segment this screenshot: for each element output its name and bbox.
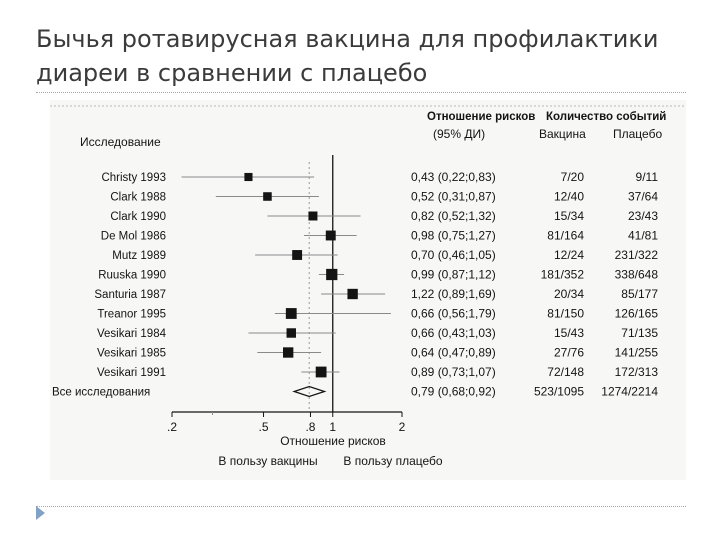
study-row-4-point: [326, 231, 336, 241]
study-row-2-placebo-events: 37/64: [627, 189, 658, 204]
overall-label: Все исследования: [52, 386, 151, 399]
study-row-7-placebo-events: 85/177: [621, 287, 658, 301]
study-row-5-point: [292, 250, 302, 260]
study-row-11-point: [316, 367, 327, 378]
header-ratio: Отношение рисков: [427, 111, 536, 123]
study-row-11-label: Vesikari 1991: [96, 367, 166, 379]
x-tick-label-1: .2: [166, 420, 178, 434]
study-row-5-rr-text: 0,70 (0,46;1,05): [411, 248, 496, 262]
study-row-4-rr-text: 0,98 (0,75;1,27): [411, 228, 496, 243]
study-row-11-placebo-events: 172/313: [614, 365, 658, 379]
x-tick-label-5: 2: [398, 420, 406, 434]
study-row-9-vaccine-events: 15/43: [553, 326, 584, 340]
forest-plot-figure: [50, 100, 686, 480]
study-row-6-placebo-events: 338/648: [614, 267, 658, 282]
header-events: Количество событий: [546, 111, 667, 123]
study-row-8-point: [286, 308, 297, 319]
study-row-7-label: Santuria 1987: [94, 289, 166, 301]
title-divider: [36, 92, 686, 93]
study-row-5-vaccine-events: 12/24: [553, 248, 584, 262]
overall-vaccine-events: 523/1095: [533, 384, 584, 399]
study-row-9-point: [287, 328, 296, 337]
study-row-2-vaccine-events: 12/40: [553, 189, 584, 204]
study-row-10-rr-text: 0,64 (0,47;0,89): [411, 345, 496, 360]
x-axis-title: Отношение рисков: [280, 434, 386, 448]
study-row-3-point: [308, 212, 317, 221]
header-vaccine: Вакцина: [539, 127, 586, 141]
study-row-3-rr-text: 0,82 (0,52;1,32): [411, 209, 496, 223]
study-row-1-placebo-events: 9/11: [635, 170, 658, 184]
overall-placebo-events: 1274/2214: [601, 384, 658, 399]
study-row-10-vaccine-events: 27/76: [553, 345, 584, 360]
study-row-7-point: [347, 289, 357, 299]
x-tick-label-3: .8: [305, 420, 316, 434]
study-row-3-label: Clark 1990: [110, 211, 166, 223]
study-row-8-placebo-events: 126/165: [614, 306, 658, 321]
slide-title: Бычья ротавирусная вакцина для профилактики диареи в сравнении с плацебо: [36, 25, 659, 87]
study-row-4-placebo-events: 41/81: [627, 228, 658, 243]
study-row-3-vaccine-events: 15/34: [553, 209, 584, 223]
study-row-6-point: [326, 269, 337, 280]
study-row-2-rr-text: 0,52 (0,31;0,87): [411, 189, 496, 204]
study-row-8-label: Treanor 1995: [97, 308, 166, 321]
favors-vaccine-label: В пользу вакцины: [218, 454, 318, 468]
bullet-arrow-icon: [36, 506, 45, 520]
study-row-10-placebo-events: 141/255: [614, 345, 658, 360]
study-row-6-label: Ruuska 1990: [98, 269, 166, 282]
study-row-1-rr-text: 0,43 (0,22;0,83): [411, 170, 496, 184]
study-row-4-vaccine-events: 81/164: [547, 228, 584, 243]
study-row-7-vaccine-events: 20/34: [553, 287, 584, 301]
study-row-6-rr-text: 0,99 (0,87;1,12): [411, 267, 496, 282]
study-row-6-vaccine-events: 181/352: [540, 267, 584, 282]
header-ci: (95% ДИ): [433, 127, 486, 141]
favors-placebo-label: В пользу плацебо: [343, 454, 443, 468]
study-row-8-vaccine-events: 81/150: [547, 306, 584, 321]
study-row-1-vaccine-events: 7/20: [560, 170, 584, 184]
study-row-1-point: [244, 173, 252, 181]
study-row-1-label: Christy 1993: [101, 172, 166, 184]
study-row-7-rr-text: 1,22 (0,89;1,69): [411, 287, 496, 301]
study-row-5-placebo-events: 231/322: [614, 248, 658, 262]
study-row-10-point: [283, 347, 293, 357]
footer-divider: [36, 506, 686, 507]
header-placebo: Плацебо: [613, 127, 663, 141]
study-row-9-label: Vesikari 1984: [96, 328, 166, 340]
study-row-11-vaccine-events: 72/148: [547, 365, 584, 379]
study-row-4-label: De Mol 1986: [100, 230, 166, 243]
x-tick-label-2: .5: [258, 420, 269, 434]
study-row-9-rr-text: 0,66 (0,43;1,03): [411, 326, 496, 340]
study-row-9-placebo-events: 71/135: [621, 326, 658, 340]
study-row-2-label: Clark 1988: [110, 191, 166, 204]
x-tick-label-4: 1: [329, 420, 337, 434]
study-row-5-label: Mutz 1989: [112, 250, 166, 262]
study-row-2-point: [263, 192, 272, 201]
header-study: Исследование: [80, 135, 161, 149]
overall-rr-text: 0,79 (0,68;0,92): [411, 384, 496, 399]
study-row-3-placebo-events: 23/43: [627, 209, 658, 223]
study-row-11-rr-text: 0,89 (0,73;1,07): [411, 365, 496, 379]
study-row-10-label: Vesikari 1985: [96, 347, 166, 360]
study-row-8-rr-text: 0,66 (0,56;1,79): [411, 306, 496, 321]
forest-plot: [50, 100, 686, 480]
